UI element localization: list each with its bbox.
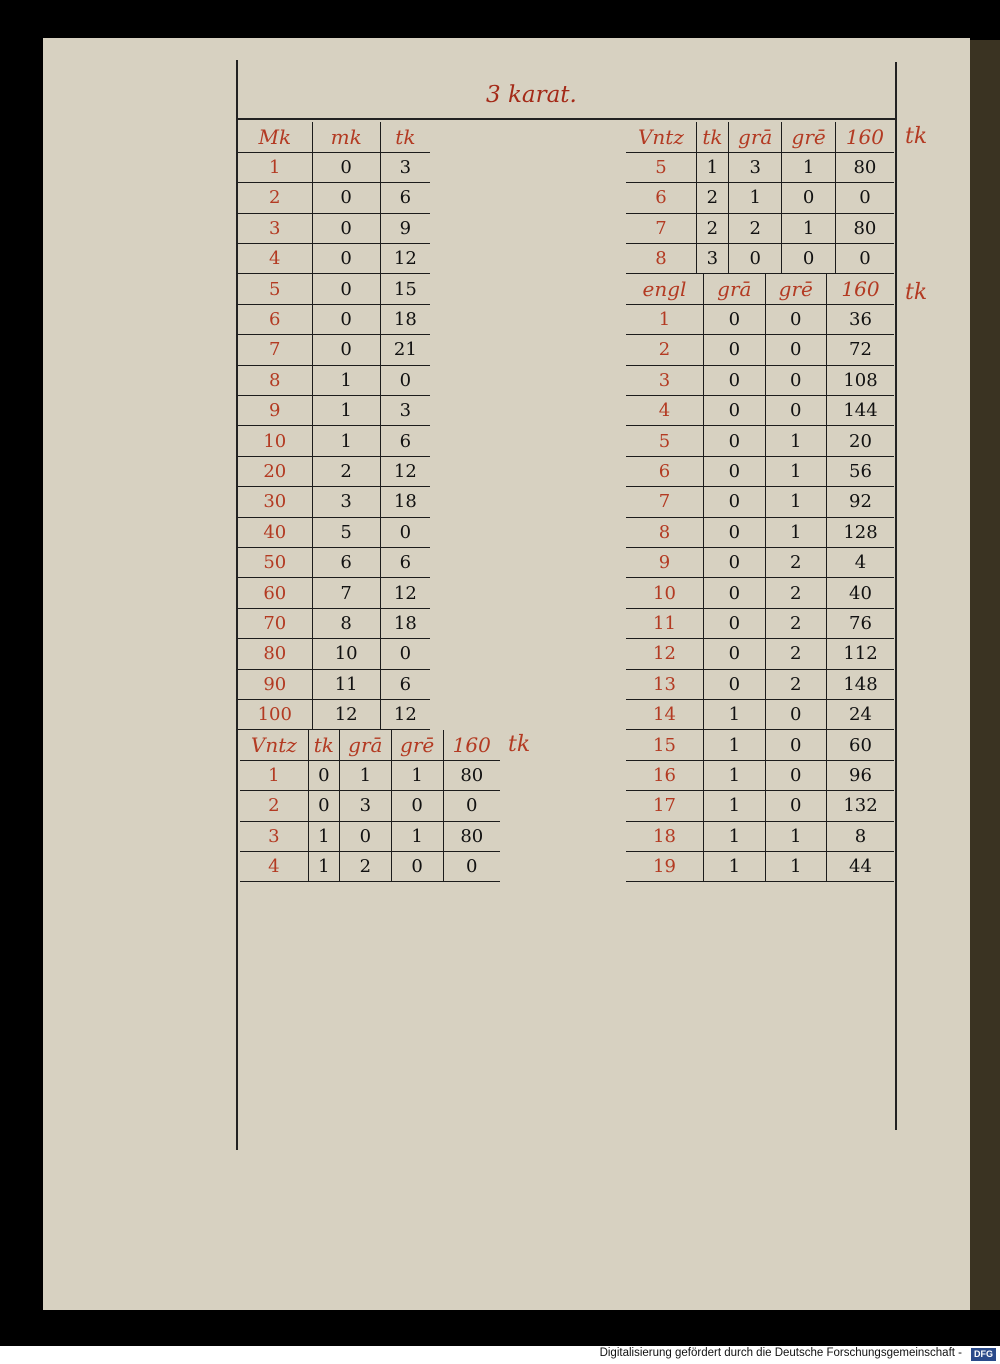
value-cell: 0 bbox=[443, 791, 500, 821]
column-header: Vntz bbox=[626, 122, 696, 152]
value-cell: 76 bbox=[826, 608, 894, 638]
table-row bbox=[626, 335, 894, 365]
dfg-logo: DFG bbox=[971, 1348, 996, 1361]
value-cell: 0 bbox=[704, 365, 766, 395]
row-label-cell: 17 bbox=[626, 791, 704, 821]
value-cell: 9 bbox=[380, 213, 430, 243]
table-row bbox=[626, 396, 894, 426]
row-label-cell: 14 bbox=[626, 699, 704, 729]
row-label-cell: 70 bbox=[238, 608, 312, 638]
table-row bbox=[626, 517, 894, 547]
table-row bbox=[238, 639, 430, 669]
value-cell: 0 bbox=[704, 517, 766, 547]
value-cell: 0 bbox=[835, 244, 894, 274]
table-row bbox=[626, 304, 894, 334]
value-cell: 2 bbox=[339, 852, 391, 882]
column-header: grā bbox=[728, 122, 782, 152]
value-cell: 18 bbox=[380, 487, 430, 517]
value-cell: 2 bbox=[696, 183, 728, 213]
table-engl bbox=[626, 274, 894, 882]
row-label-cell: 20 bbox=[238, 456, 312, 486]
table-row bbox=[238, 274, 430, 304]
table-row bbox=[238, 426, 430, 456]
table-row bbox=[626, 578, 894, 608]
value-cell: 1 bbox=[704, 760, 766, 790]
table-row bbox=[238, 608, 430, 638]
table-row bbox=[238, 669, 430, 699]
column-header: tk bbox=[696, 122, 728, 152]
table-row bbox=[626, 821, 894, 851]
value-cell: 12 bbox=[380, 578, 430, 608]
table-row bbox=[238, 365, 430, 395]
value-cell: 0 bbox=[339, 821, 391, 851]
column-header: engl bbox=[626, 274, 704, 304]
row-label-cell: 15 bbox=[626, 730, 704, 760]
row-label-cell: 7 bbox=[626, 487, 704, 517]
value-cell: 0 bbox=[704, 548, 766, 578]
value-cell: 96 bbox=[826, 760, 894, 790]
value-cell: 44 bbox=[826, 851, 894, 881]
value-cell: 8 bbox=[826, 821, 894, 851]
value-cell: 0 bbox=[312, 274, 380, 304]
table-row bbox=[240, 821, 500, 851]
value-cell: 0 bbox=[765, 699, 826, 729]
row-label-cell: 4 bbox=[240, 852, 308, 882]
table-row bbox=[238, 304, 430, 334]
row-label-cell: 2 bbox=[240, 791, 308, 821]
value-cell: 18 bbox=[380, 304, 430, 334]
column-header: grā bbox=[339, 730, 391, 760]
value-cell: 80 bbox=[443, 760, 500, 790]
row-label-cell: 1 bbox=[238, 152, 312, 182]
value-cell: 0 bbox=[704, 335, 766, 365]
value-cell: 0 bbox=[782, 244, 835, 274]
table-row bbox=[240, 760, 500, 790]
value-cell: 21 bbox=[380, 335, 430, 365]
value-cell: 8 bbox=[312, 608, 380, 638]
value-cell: 3 bbox=[380, 396, 430, 426]
row-label-cell: 30 bbox=[238, 487, 312, 517]
row-label-cell: 50 bbox=[238, 547, 312, 577]
table-row bbox=[626, 548, 894, 578]
value-cell: 0 bbox=[704, 639, 766, 669]
table-row bbox=[626, 183, 894, 213]
value-cell: 0 bbox=[704, 426, 766, 456]
column-header: 160 bbox=[835, 122, 894, 152]
column-header: mk bbox=[312, 122, 380, 152]
value-cell: 15 bbox=[380, 274, 430, 304]
value-cell: 7 bbox=[312, 578, 380, 608]
row-label-cell: 3 bbox=[626, 365, 704, 395]
row-label-cell: 9 bbox=[238, 396, 312, 426]
value-cell: 0 bbox=[380, 639, 430, 669]
header-row bbox=[240, 730, 500, 760]
value-cell: 6 bbox=[380, 547, 430, 577]
table-row bbox=[626, 730, 894, 760]
row-label-cell: 1 bbox=[240, 760, 308, 790]
value-cell: 0 bbox=[782, 183, 835, 213]
row-label-cell: 16 bbox=[626, 760, 704, 790]
value-cell: 1 bbox=[308, 821, 339, 851]
value-cell: 0 bbox=[765, 760, 826, 790]
value-cell: 0 bbox=[765, 396, 826, 426]
table-row bbox=[626, 760, 894, 790]
table-row bbox=[626, 487, 894, 517]
value-cell: 2 bbox=[765, 548, 826, 578]
row-label-cell: 18 bbox=[626, 821, 704, 851]
value-cell: 1 bbox=[765, 517, 826, 547]
column-header: 160 bbox=[826, 274, 894, 304]
value-cell: 2 bbox=[765, 669, 826, 699]
row-label-cell: 100 bbox=[238, 699, 312, 729]
value-cell: 1 bbox=[704, 851, 766, 881]
value-cell: 1 bbox=[782, 213, 835, 243]
row-label-cell: 10 bbox=[238, 426, 312, 456]
tk-label-left: tk bbox=[508, 732, 531, 757]
row-label-cell: 8 bbox=[238, 365, 312, 395]
table-row bbox=[626, 426, 894, 456]
row-label-cell: 9 bbox=[626, 548, 704, 578]
value-cell: 0 bbox=[380, 365, 430, 395]
value-cell: 1 bbox=[339, 760, 391, 790]
value-cell: 56 bbox=[826, 456, 894, 486]
value-cell: 40 bbox=[826, 578, 894, 608]
value-cell: 0 bbox=[704, 487, 766, 517]
value-cell: 0 bbox=[312, 304, 380, 334]
value-cell: 1 bbox=[308, 852, 339, 882]
table-row bbox=[626, 456, 894, 486]
page-edge bbox=[970, 40, 1000, 1310]
table-row bbox=[238, 183, 430, 213]
row-label-cell: 6 bbox=[626, 456, 704, 486]
row-label-cell: 13 bbox=[626, 669, 704, 699]
value-cell: 144 bbox=[826, 396, 894, 426]
row-label-cell: 10 bbox=[626, 578, 704, 608]
value-cell: 6 bbox=[312, 547, 380, 577]
table-row bbox=[626, 851, 894, 881]
value-cell: 11 bbox=[312, 669, 380, 699]
row-label-cell: 60 bbox=[238, 578, 312, 608]
table-row bbox=[626, 244, 894, 274]
value-cell: 3 bbox=[380, 152, 430, 182]
row-label-cell: 4 bbox=[238, 244, 312, 274]
column-header: Vntz bbox=[240, 730, 308, 760]
right-border-rule bbox=[895, 62, 897, 1130]
table-row bbox=[238, 578, 430, 608]
value-cell: 80 bbox=[443, 821, 500, 851]
value-cell: 60 bbox=[826, 730, 894, 760]
value-cell: 0 bbox=[312, 183, 380, 213]
table-row bbox=[626, 639, 894, 669]
value-cell: 6 bbox=[380, 426, 430, 456]
row-label-cell: 7 bbox=[238, 335, 312, 365]
value-cell: 0 bbox=[765, 365, 826, 395]
value-cell: 18 bbox=[380, 608, 430, 638]
value-cell: 108 bbox=[826, 365, 894, 395]
value-cell: 2 bbox=[765, 578, 826, 608]
value-cell: 0 bbox=[704, 396, 766, 426]
table-row bbox=[626, 213, 894, 243]
value-cell: 1 bbox=[704, 699, 766, 729]
table-row bbox=[240, 791, 500, 821]
value-cell: 1 bbox=[704, 730, 766, 760]
value-cell: 0 bbox=[704, 456, 766, 486]
value-cell: 2 bbox=[765, 639, 826, 669]
value-cell: 0 bbox=[835, 183, 894, 213]
value-cell: 0 bbox=[765, 791, 826, 821]
value-cell: 128 bbox=[826, 517, 894, 547]
table-row bbox=[238, 517, 430, 547]
value-cell: 0 bbox=[728, 244, 782, 274]
value-cell: 0 bbox=[391, 852, 443, 882]
table-row bbox=[626, 608, 894, 638]
value-cell: 12 bbox=[380, 456, 430, 486]
value-cell: 1 bbox=[704, 821, 766, 851]
value-cell: 1 bbox=[704, 791, 766, 821]
value-cell: 92 bbox=[826, 487, 894, 517]
value-cell: 1 bbox=[782, 152, 835, 182]
value-cell: 1 bbox=[696, 152, 728, 182]
column-header: 160 bbox=[443, 730, 500, 760]
table-row bbox=[238, 456, 430, 486]
row-label-cell: 4 bbox=[626, 396, 704, 426]
value-cell: 0 bbox=[704, 669, 766, 699]
value-cell: 2 bbox=[728, 213, 782, 243]
value-cell: 24 bbox=[826, 699, 894, 729]
value-cell: 80 bbox=[835, 213, 894, 243]
row-label-cell: 40 bbox=[238, 517, 312, 547]
column-header: grē bbox=[391, 730, 443, 760]
value-cell: 2 bbox=[765, 608, 826, 638]
row-label-cell: 2 bbox=[626, 335, 704, 365]
value-cell: 1 bbox=[391, 821, 443, 851]
value-cell: 0 bbox=[391, 791, 443, 821]
header-row bbox=[238, 122, 430, 152]
value-cell: 132 bbox=[826, 791, 894, 821]
row-label-cell: 3 bbox=[240, 821, 308, 851]
value-cell: 1 bbox=[765, 821, 826, 851]
value-cell: 20 bbox=[826, 426, 894, 456]
column-header: grē bbox=[782, 122, 835, 152]
value-cell: 1 bbox=[765, 456, 826, 486]
value-cell: 0 bbox=[308, 760, 339, 790]
value-cell: 1 bbox=[765, 426, 826, 456]
row-label-cell: 19 bbox=[626, 851, 704, 881]
table-row bbox=[626, 699, 894, 729]
value-cell: 1 bbox=[312, 426, 380, 456]
value-cell: 0 bbox=[765, 304, 826, 334]
row-label-cell: 7 bbox=[626, 213, 696, 243]
value-cell: 1 bbox=[728, 183, 782, 213]
row-label-cell: 12 bbox=[626, 639, 704, 669]
table-mk bbox=[238, 122, 430, 730]
value-cell: 0 bbox=[308, 791, 339, 821]
value-cell: 2 bbox=[312, 456, 380, 486]
column-header: tk bbox=[308, 730, 339, 760]
table-row bbox=[238, 487, 430, 517]
table-row bbox=[626, 669, 894, 699]
value-cell: 1 bbox=[312, 396, 380, 426]
value-cell: 0 bbox=[765, 335, 826, 365]
table-row bbox=[238, 213, 430, 243]
value-cell: 0 bbox=[765, 730, 826, 760]
value-cell: 10 bbox=[312, 639, 380, 669]
value-cell: 12 bbox=[380, 244, 430, 274]
row-label-cell: 2 bbox=[238, 183, 312, 213]
tk-label-right-engl: tk bbox=[905, 280, 928, 305]
value-cell: 6 bbox=[380, 183, 430, 213]
table-row bbox=[238, 335, 430, 365]
row-label-cell: 5 bbox=[626, 426, 704, 456]
value-cell: 6 bbox=[380, 669, 430, 699]
value-cell: 3 bbox=[339, 791, 391, 821]
row-label-cell: 5 bbox=[626, 152, 696, 182]
column-header: tk bbox=[380, 122, 430, 152]
table-row bbox=[626, 152, 894, 182]
value-cell: 0 bbox=[380, 517, 430, 547]
table-row bbox=[240, 852, 500, 882]
value-cell: 0 bbox=[704, 578, 766, 608]
table-row bbox=[626, 365, 894, 395]
value-cell: 3 bbox=[696, 244, 728, 274]
value-cell: 2 bbox=[696, 213, 728, 243]
value-cell: 112 bbox=[826, 639, 894, 669]
tk-label-right-top: tk bbox=[905, 124, 928, 149]
value-cell: 1 bbox=[391, 760, 443, 790]
table-row bbox=[626, 791, 894, 821]
value-cell: 12 bbox=[380, 699, 430, 729]
value-cell: 12 bbox=[312, 699, 380, 729]
row-label-cell: 6 bbox=[626, 183, 696, 213]
column-header: grē bbox=[765, 274, 826, 304]
value-cell: 0 bbox=[312, 152, 380, 182]
row-label-cell: 1 bbox=[626, 304, 704, 334]
value-cell: 72 bbox=[826, 335, 894, 365]
header-row bbox=[626, 122, 894, 152]
title-underline-rule bbox=[238, 118, 895, 120]
column-header: grā bbox=[704, 274, 766, 304]
value-cell: 3 bbox=[312, 487, 380, 517]
row-label-cell: 6 bbox=[238, 304, 312, 334]
value-cell: 148 bbox=[826, 669, 894, 699]
value-cell: 1 bbox=[312, 365, 380, 395]
value-cell: 0 bbox=[443, 852, 500, 882]
value-cell: 0 bbox=[312, 213, 380, 243]
value-cell: 0 bbox=[704, 608, 766, 638]
table-vntz-right bbox=[626, 122, 894, 274]
table-row bbox=[238, 699, 430, 729]
header-row bbox=[626, 274, 894, 304]
value-cell: 4 bbox=[826, 548, 894, 578]
value-cell: 0 bbox=[312, 335, 380, 365]
footer-credit: Digitalisierung gefördert durch die Deutsche Forschungsgemeinschaft - bbox=[599, 1347, 962, 1359]
row-label-cell: 8 bbox=[626, 517, 704, 547]
table-vntz-left bbox=[240, 730, 500, 882]
row-label-cell: 90 bbox=[238, 669, 312, 699]
value-cell: 80 bbox=[835, 152, 894, 182]
value-cell: 1 bbox=[765, 487, 826, 517]
row-label-cell: 3 bbox=[238, 213, 312, 243]
table-row bbox=[238, 244, 430, 274]
value-cell: 5 bbox=[312, 517, 380, 547]
table-row bbox=[238, 152, 430, 182]
row-label-cell: 11 bbox=[626, 608, 704, 638]
table-row bbox=[238, 547, 430, 577]
value-cell: 3 bbox=[728, 152, 782, 182]
row-label-cell: 8 bbox=[626, 244, 696, 274]
table-row bbox=[238, 396, 430, 426]
value-cell: 1 bbox=[765, 851, 826, 881]
row-label-cell: 80 bbox=[238, 639, 312, 669]
value-cell: 36 bbox=[826, 304, 894, 334]
value-cell: 0 bbox=[704, 304, 766, 334]
value-cell: 0 bbox=[312, 244, 380, 274]
column-header: Mk bbox=[238, 122, 312, 152]
page-title: 3 karat. bbox=[486, 82, 577, 108]
row-label-cell: 5 bbox=[238, 274, 312, 304]
